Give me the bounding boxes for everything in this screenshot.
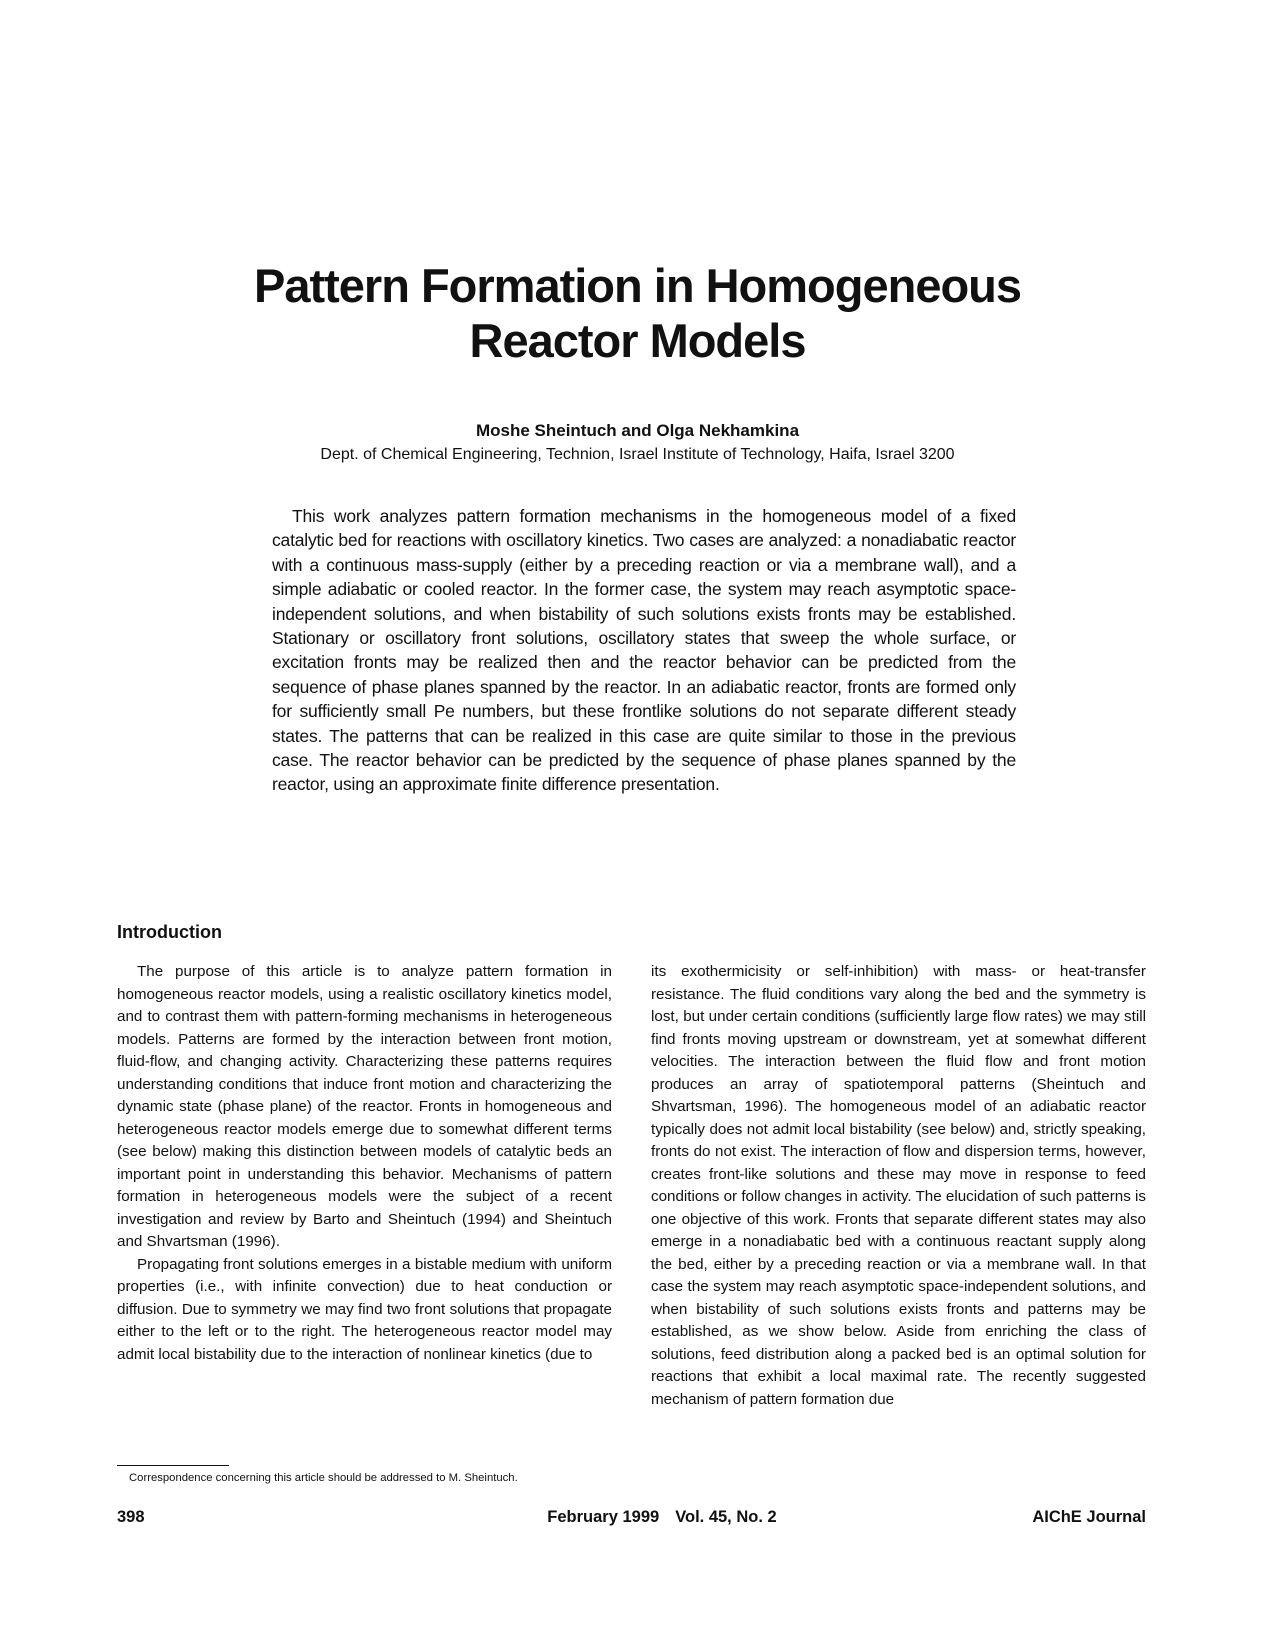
title-line-2: Reactor Models — [469, 314, 806, 367]
journal-name: AIChE Journal — [1032, 1508, 1146, 1526]
authors: Moshe Sheintuch and Olga Nekhamkina — [475, 421, 800, 440]
issue-date: February 1999 — [547, 1508, 660, 1526]
page-number: 398 — [117, 1508, 145, 1526]
title-line-1: Pattern Formation in Homogeneous — [253, 259, 1022, 312]
affiliation: Dept. of Chemical Engineering, Technion, Israel Institute of Technology, Haifa, Israel 3200 — [320, 446, 955, 463]
footnote-rule — [117, 1465, 229, 1466]
right-column — [651, 961, 1146, 1411]
issue-info — [512, 1507, 812, 1527]
intro-paragraph-2: Propagating front solutions emerges in a bistable medium with uniform properties (i.e., with infinite convection) due to heat conduction or diffusion. Due to symmetry we may find two front solutions that propagate either to the left or to the right. The heterogeneous reactor model may admit local bistability due to the interaction of nonlinear kinetics (due to — [117, 1255, 612, 1363]
left-column — [117, 961, 612, 1366]
intro-paragraph-1: The purpose of this article is to analyze pattern formation in homogeneous reactor models, using a realistic oscillatory kinetics model, and to contrast them with pattern-forming mechanisms in heterogeneous models. Patterns are formed by the interaction between front motion, fluid-flow, and changing activity. Characterizing these patterns requires understanding conditions that induce front motion and characterizing the dynamic state (phase plane) of the reactor. Fronts in homogeneous and heterogeneous reactor models emerge due to somewhat different terms (see below) making this distinction between models of catalytic beds an important point in understanding this behavior. Mechanisms of pattern formation in heterogeneous models were the subject of a recent investigation and review by Barto and Sheintuch (1994) and Sheintuch and Shvartsman (1996). — [117, 963, 612, 1250]
issue-volume: Vol. 45, No. 2 — [675, 1508, 777, 1526]
article-title — [200, 258, 1075, 368]
abstract: This work analyzes pattern formation mechanisms in the homogeneous model of a fixed catalytic bed for reactions with oscillatory kinetics. Two cases are analyzed: a nonadiabatic reactor with a continuous mass-supply (either by a preceding reaction or via a membrane wall), and a simple adiabatic or cooled reactor. In the former case, the system may reach asymptotic space-independent solutions, and when bistability of such solutions exists fronts may be established. Stationary or oscillatory front solutions, oscillatory states that sweep the whole surface, or excitation fronts may be realized then and the reactor behavior can be predicted from the sequence of phase planes spanned by the reactor. In an adiabatic reactor, fronts are formed only for sufficiently small Pe numbers, but these frontlike solutions do not separate different steady states. The patterns that can be realized in this case are quite similar to those in the previous case. The reactor behavior can be predicted by the sequence of phase planes spanned by the reactor, using an approximate finite difference presentation. — [272, 506, 1016, 795]
intro-paragraph-continued: its exothermicisity or self-inhibition) with mass- or heat-transfer resistance. The fluid conditions vary along the bed and the symmetry is lost, but under certain conditions (sufficiently large flow rates) we may still find fronts moving upstream or downstream, yet at somewhat different velocities. The interaction between the fluid flow and front motion produces an array of spatiotemporal patterns (Sheintuch and Shvartsman, 1996). The homogeneous model of an adiabatic reactor typically does not admit local bistability (see below) and, strictly speaking, fronts do not exist. The interaction of flow and dispersion terms, however, creates front-like solutions and these may move in response to feed conditions or follow changes in activity. The elucidation of such patterns is one objective of this work. Fronts that separate different states may also emerge in a nonadiabatic bed with a continuous reactant supply along the bed, either by a preceding reaction or via a membrane wall. In that case the system may reach asymptotic space-independent solutions, and when bistability of such solutions exists fronts and patterns may be established, as we show below. Aside from enriching the class of solutions, feed distribution along a packed bed is an optimal solution for reactions that exhibit a local maximal rate. The recently suggested mechanism of pattern formation due — [651, 963, 1146, 1408]
section-heading-introduction: Introduction — [117, 922, 222, 942]
footnote: Correspondence concerning this article should be addressed to M. Sheintuch. — [129, 1472, 518, 1484]
